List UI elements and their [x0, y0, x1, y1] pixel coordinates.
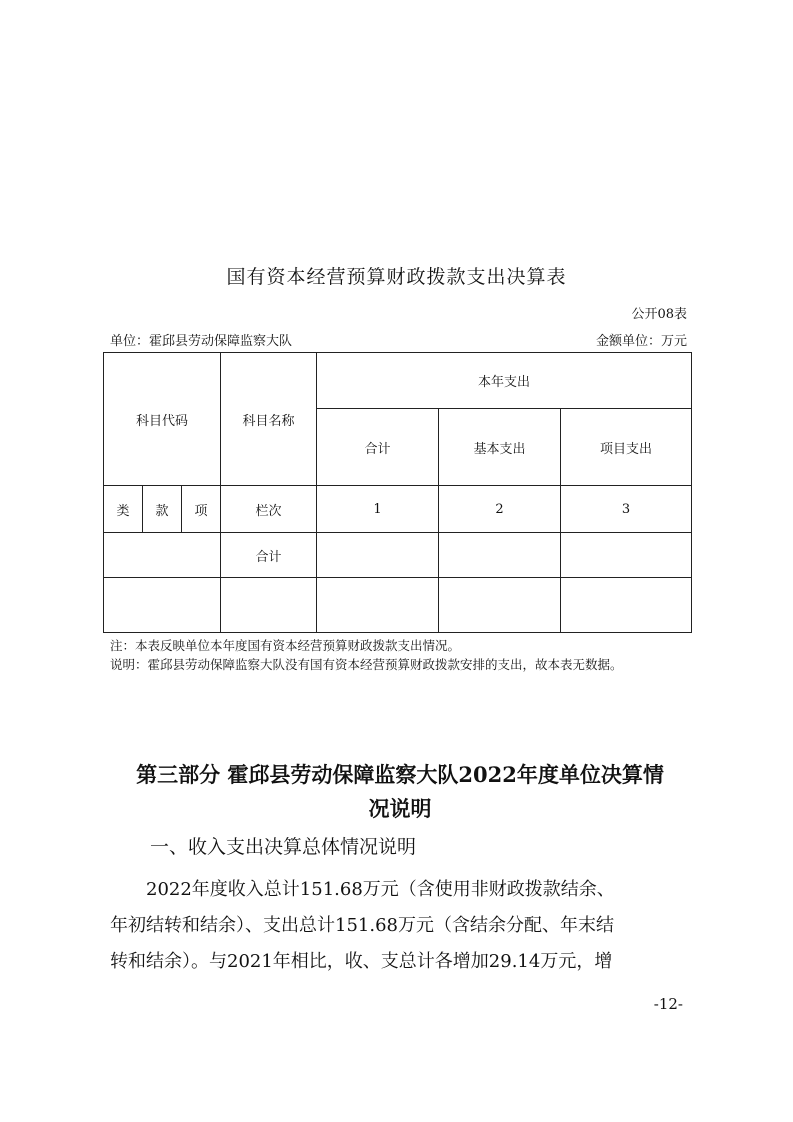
total-row-label: 合计: [221, 533, 317, 578]
total-row-project: [561, 533, 692, 578]
total-row-basic: [439, 533, 561, 578]
index-col-1: 1: [317, 486, 439, 533]
section-heading-line-2: 况说明: [368, 796, 432, 821]
page-number: -12-: [653, 995, 683, 1013]
index-col-3: 3: [561, 486, 692, 533]
empty-row-basic: [439, 578, 561, 633]
section-heading-line-1: 第三部分 霍邱县劳动保障监察大队2022年度单位决算情: [136, 762, 664, 787]
header-current-year: 本年支出: [317, 353, 692, 409]
table-notes: [110, 636, 623, 674]
header-subject-name: 科目名称: [221, 353, 317, 486]
table-row: [104, 486, 692, 533]
total-row-total: [317, 533, 439, 578]
table-title: 国有资本经营预算财政拨款支出决算表: [226, 266, 567, 288]
empty-row-total: [317, 578, 439, 633]
table-row: [104, 533, 692, 578]
sub-heading: 一、收入支出决算总体情况说明: [150, 836, 417, 858]
header-basic: 基本支出: [439, 409, 561, 486]
header-subject-code: 科目代码: [104, 353, 221, 486]
amount-unit: 金额单位：万元: [595, 334, 687, 349]
index-lei: 类: [104, 486, 143, 533]
total-row-code: [104, 533, 221, 578]
empty-row-project: [561, 578, 692, 633]
paragraph-line-1: 2022年度收入总计151.68万元（含使用非财政拨款结余、: [146, 879, 615, 900]
note-text: 注：本表反映单位本年度国有资本经营预算财政拨款支出情况。: [110, 638, 461, 653]
form-number: 公开08表: [631, 307, 687, 322]
table-row: [104, 578, 692, 633]
index-kuan: 款: [143, 486, 182, 533]
header-project: 项目支出: [561, 409, 692, 486]
body-paragraph: [110, 872, 686, 980]
paragraph-line-2: 年初结转和结余）、支出总计151.68万元（含结余分配、年末结: [110, 915, 614, 936]
index-lanci: 栏次: [221, 486, 317, 533]
expenditure-table: [103, 352, 692, 633]
explanation-text: 说明：霍邱县劳动保障监察大队没有国有资本经营预算财政拨款安排的支出，故本表无数据。: [110, 657, 623, 672]
paragraph-line-3: 转和结余）。与2021年相比，收、支总计各增加29.14万元，增: [110, 951, 613, 972]
reporting-unit: 单位：霍邱县劳动保障监察大队: [110, 334, 293, 349]
empty-row-name: [221, 578, 317, 633]
header-total: 合计: [317, 409, 439, 486]
index-xiang: 项: [182, 486, 221, 533]
section-heading: [100, 758, 700, 826]
index-col-2: 2: [439, 486, 561, 533]
empty-row-code: [104, 578, 221, 633]
